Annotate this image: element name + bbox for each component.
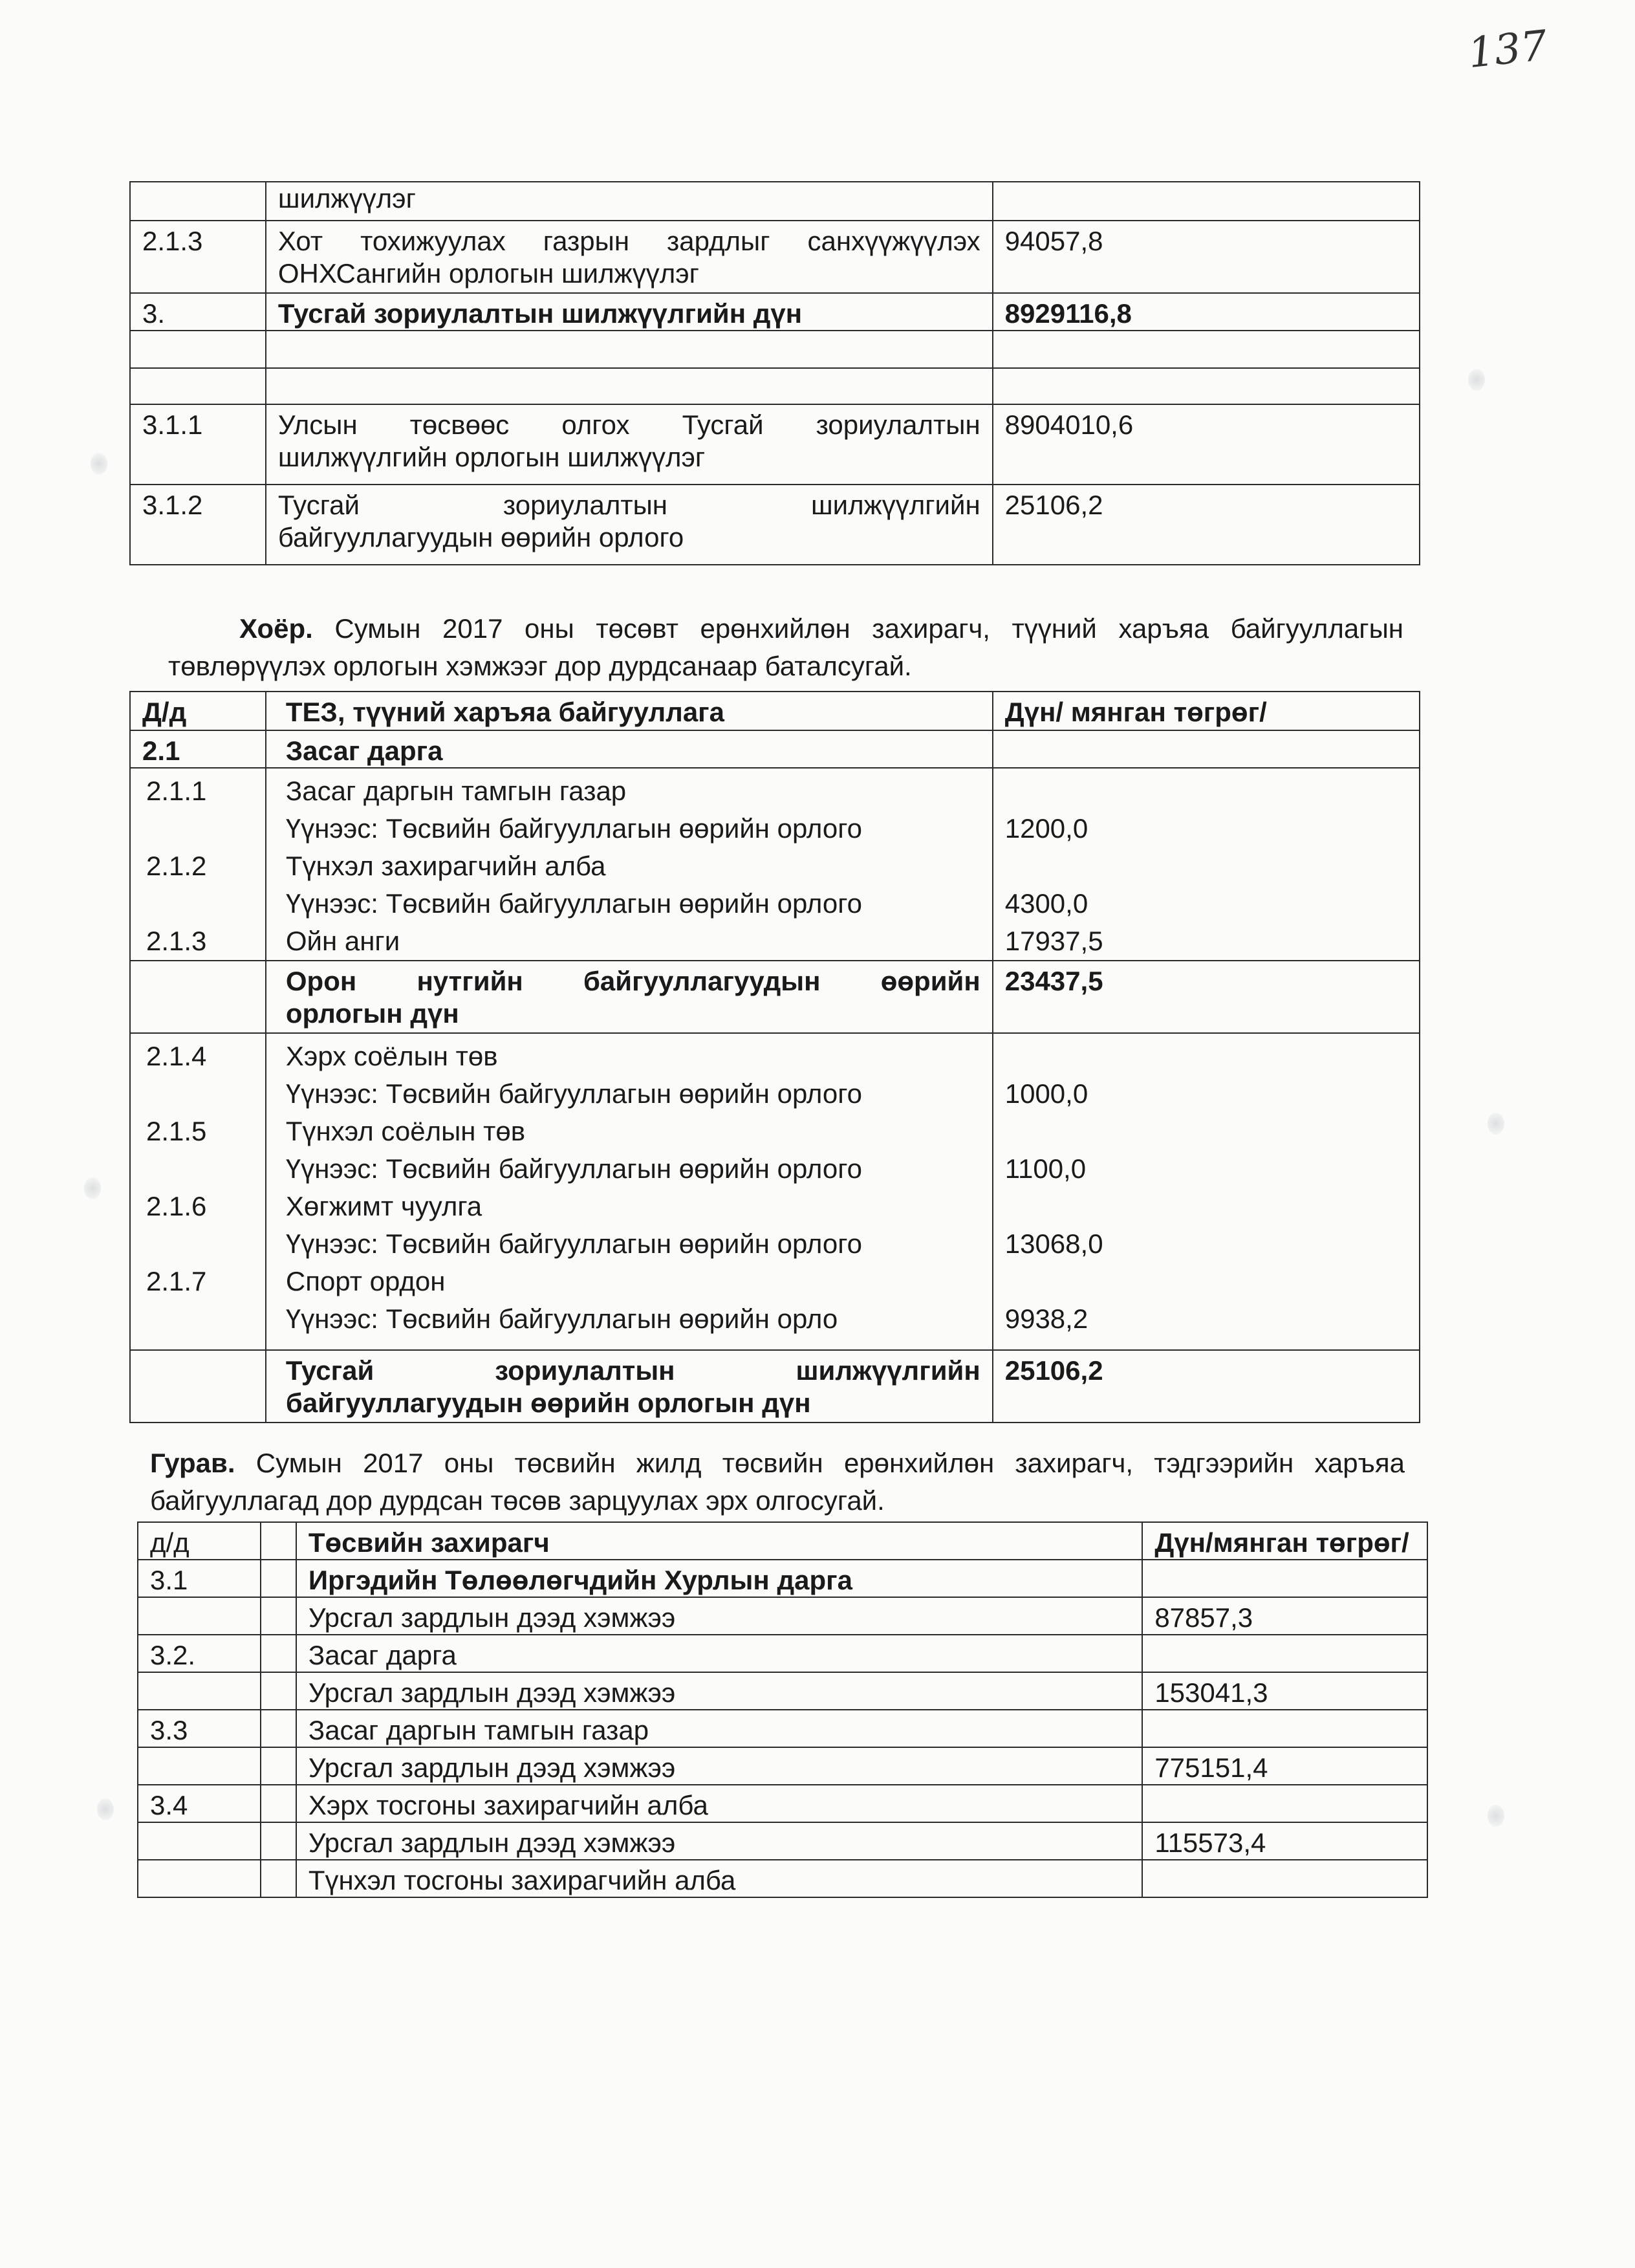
header-amount: Дүн/ мянган төгрөг/	[993, 692, 1420, 730]
row-name: Урсгал зардлын дээд хэмжээ	[296, 1822, 1143, 1860]
row-amount	[1142, 1560, 1427, 1597]
scan-mark	[84, 1177, 101, 1199]
table-row	[138, 1822, 1427, 1860]
row-amount-list: 1000,0 1100,0 13068,0 9938,2	[993, 1033, 1420, 1350]
scan-mark	[91, 453, 107, 475]
row-name: шилжүүлэг	[266, 182, 993, 221]
row-amount: 8904010,6	[993, 404, 1420, 485]
subtotal-name: Орон нутгийн байгууллагуудын өөрийн орлогын дүн	[266, 961, 993, 1033]
table-row	[130, 404, 1420, 485]
header-number: Д/д	[130, 692, 266, 730]
table-row	[138, 1710, 1427, 1747]
page-number: 137	[1466, 21, 1550, 78]
row-amount: 25106,2	[993, 485, 1420, 565]
spending-authority-table	[137, 1521, 1428, 1898]
row-amount	[1142, 1785, 1427, 1822]
row-amount	[1142, 1635, 1427, 1672]
transfer-table	[129, 181, 1420, 565]
row-name: Иргэдийн Төлөөлөгчдийн Хурлын дарга	[296, 1560, 1143, 1597]
section-3-lead: Гурав.	[150, 1448, 235, 1478]
table-row	[138, 1747, 1427, 1785]
table-row	[138, 1785, 1427, 1822]
row-number: 3.4	[138, 1785, 261, 1822]
scan-mark	[1488, 1805, 1504, 1827]
row-name: Улсын төсвөөс олгох Тусгай зориулалтын шилжүүлгийн орлогын шилжүүлэг	[266, 404, 993, 485]
subtotal-name: Тусгай зориулалтын шилжүүлгийн байгууллагуудын өөрийн орлогын дүн	[266, 1350, 993, 1423]
row-amount	[1142, 1710, 1427, 1747]
table-header	[138, 1522, 1427, 1560]
row-number	[138, 1672, 261, 1710]
table-row	[130, 485, 1420, 565]
table-row	[138, 1635, 1427, 1672]
table-row	[130, 1033, 1420, 1350]
row-amount: 87857,3	[1142, 1597, 1427, 1635]
row-name: Урсгал зардлын дээд хэмжээ	[296, 1672, 1143, 1710]
row-amount	[1142, 1860, 1427, 1897]
table-row	[138, 1560, 1427, 1597]
table-row	[130, 768, 1420, 961]
row-name: Тусгай зориулалтын шилжүүлгийн дүн	[266, 293, 993, 331]
table-row	[130, 221, 1420, 293]
header-amount: Дүн/мянган төгрөг/	[1142, 1522, 1427, 1560]
row-name: Тусгай зориулалтын шилжүүлгийн байгууллагуудын өөрийн орлого	[266, 485, 993, 565]
table-row	[130, 182, 1420, 221]
section-3-paragraph	[150, 1445, 1405, 1520]
row-number: 3.	[130, 293, 266, 331]
row-amount: 94057,8	[993, 221, 1420, 293]
row-number-list: 2.1.1 2.1.2 2.1.3	[130, 768, 266, 961]
table-row	[130, 293, 1420, 331]
row-number: 2.1	[130, 730, 266, 768]
section-3-text: Сумын 2017 оны төсвийн жилд төсвийн ерөнхийлөн захирагч, тэдгээрийн харъяа байгууллагад дор дурдсан төсөв зарцуулах эрх олгосугай.	[150, 1448, 1405, 1516]
row-number	[138, 1822, 261, 1860]
row-number	[138, 1747, 261, 1785]
row-number-list: 2.1.4 2.1.5 2.1.6 2.1.7	[130, 1033, 266, 1350]
subtotal-amount: 23437,5	[993, 961, 1420, 1033]
header-number: д/д	[138, 1522, 261, 1560]
table-row	[138, 1597, 1427, 1635]
row-name: Түнхэл тосгоны захирагчийн алба	[296, 1860, 1143, 1897]
row-number: 3.1.1	[130, 404, 266, 485]
row-amount: 115573,4	[1142, 1822, 1427, 1860]
revenue-table	[129, 691, 1420, 1423]
table-row	[130, 961, 1420, 1033]
row-amount: 8929116,8	[993, 293, 1420, 331]
row-number	[138, 1597, 261, 1635]
row-name: Засаг дарга	[266, 730, 993, 768]
table-row	[130, 331, 1420, 368]
header-organization: ТЕЗ, түүний харъяа байгууллага	[266, 692, 993, 730]
row-number: 3.1.2	[130, 485, 266, 565]
scan-mark	[1468, 369, 1485, 391]
scan-mark	[1488, 1113, 1504, 1135]
row-name: Засаг дарга	[296, 1635, 1143, 1672]
row-name-list: Хэрх соёлын төв Үүнээс: Төсвийн байгууллагын өөрийн орлого Түнхэл соёлын төв Үүнээс: Төсвийн байгууллагын өөрийн орлого Хөгжимт чуулга Үүнээс: Төсвийн байгууллагын өөрийн орлого Спорт ордон Үүнээс: Төсвийн байгууллагын өөрийн орло	[266, 1033, 993, 1350]
section-2-lead: Хоёр.	[239, 613, 313, 644]
table-header	[130, 692, 1420, 730]
row-amount-list: 1200,0 4300,0 17937,5	[993, 768, 1420, 961]
row-number	[138, 1860, 261, 1897]
table-row	[130, 1350, 1420, 1423]
subtotal-amount: 25106,2	[993, 1350, 1420, 1423]
table-row	[130, 730, 1420, 768]
table-row	[130, 368, 1420, 404]
table-row	[138, 1672, 1427, 1710]
header-manager: Төсвийн захирагч	[296, 1522, 1143, 1560]
row-name: Засаг даргын тамгын газар	[296, 1710, 1143, 1747]
row-amount: 153041,3	[1142, 1672, 1427, 1710]
table-row	[138, 1860, 1427, 1897]
row-name: Урсгал зардлын дээд хэмжээ	[296, 1747, 1143, 1785]
row-name-list: Засаг даргын тамгын газар Үүнээс: Төсвийн байгууллагын өөрийн орлого Түнхэл захирагчийн алба Үүнээс: Төсвийн байгууллагын өөрийн орлого Ойн анги	[266, 768, 993, 961]
scan-mark	[97, 1798, 114, 1820]
row-name: Хэрх тосгоны захирагчийн алба	[296, 1785, 1143, 1822]
row-name: Хот тохижуулах газрын зардлыг санхүүжүүлэх ОНХСангийн орлогын шилжүүлэг	[266, 221, 993, 293]
section-2-paragraph	[168, 610, 1403, 685]
section-2-text: Сумын 2017 оны төсөвт ерөнхийлөн захирагч, түүний харъяа байгууллагын төвлөрүүлэх орлогын хэмжээг дор дурдсанаар баталсугай.	[168, 613, 1403, 681]
row-number: 2.1.3	[130, 221, 266, 293]
row-number: 3.3	[138, 1710, 261, 1747]
row-amount: 775151,4	[1142, 1747, 1427, 1785]
row-name: Урсгал зардлын дээд хэмжээ	[296, 1597, 1143, 1635]
row-number: 3.1	[138, 1560, 261, 1597]
row-number: 3.2.	[138, 1635, 261, 1672]
